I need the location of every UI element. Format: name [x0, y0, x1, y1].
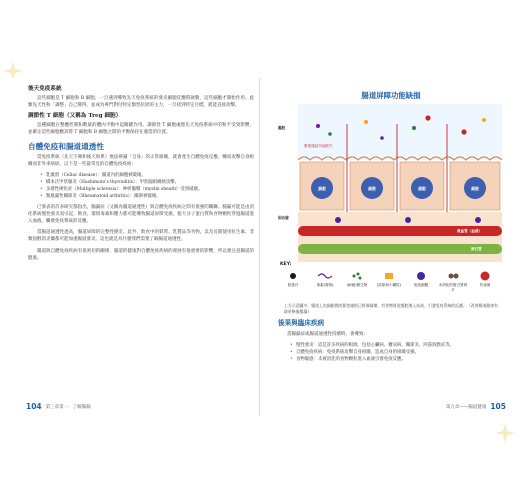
running-title: 第三章第一．了解腸漏	[45, 404, 91, 410]
immune-cell-icon	[406, 270, 436, 282]
left-page-body	[28, 86, 254, 266]
vessel-label: 微血管（血液）	[454, 228, 485, 235]
paragraph: 這種細胞在整體控制和數量的體內平衡中起關鍵作用。調節性 T 細胞處理先天免疫系統中的和平受到影響，並確定這些細胞應該將 T 細胞和 B 細胞之間的平衡保持在適當的位置。	[28, 122, 254, 135]
list-item: • 類風濕性關節炎（Rheumatoid arthritis）：關節被破壞。	[40, 193, 254, 200]
key-item: 未消化的蛋白質碎片	[438, 270, 468, 292]
right-page	[266, 78, 512, 416]
particle	[316, 124, 320, 128]
diagram-key	[278, 262, 504, 298]
particle	[412, 126, 416, 130]
particle	[425, 115, 430, 120]
paragraph: 已發表的許多研究都指出，腸漏症（又稱為腸道通透性）與自體免疫疾病之間有很強的關聯。腸漏可能是由消化系統慢性發炎而引起，飲食、環境毒素和壓力都可能導致腸道屏障受損，使大分子蛋白質和食物顆粒穿過腸道進入血液，觸發免疫系統的反應。	[28, 205, 254, 225]
running-title: 第九章——腸道健康	[445, 404, 487, 410]
key-item: (抗原和小顆粒)	[374, 270, 404, 288]
list-item: • 食物敏感：未被消化的食物顆粒進入血液引發免疫反應。	[290, 356, 504, 363]
paragraph: 當免疫系統（先天守衛和後天和系）無法辨識「自身」的正常組織，就會產生自體免疫反應，轉而攻擊自身組織而非外來病原。以下是一些最常見的自體免疫疾病：	[28, 154, 254, 167]
key-title: KEY:	[280, 262, 292, 267]
consequence-list	[290, 342, 504, 363]
disease-list	[40, 172, 254, 200]
particle	[461, 129, 466, 134]
right-footer	[446, 402, 506, 411]
leaky-gut-diagram	[278, 104, 504, 262]
particle	[328, 132, 332, 136]
paragraph: 當腸道通透性過高，腸道屏障的完整性變差。此外，飲食中的麩質、乳製品等食物，以及長期使用抗生素、非類固醇消炎藥都可能加重腸道發炎。這也就是為什麼我們需要了解腸道通透性。	[28, 230, 254, 243]
tissue-area	[298, 212, 502, 262]
key-item: 免疫細胞	[406, 270, 436, 288]
list-item: • 橋本氏甲狀腺炎（Hashimoto's thyroiditis）：甲狀腺組織被攻擊。	[40, 179, 254, 186]
left-page	[10, 78, 256, 416]
protein-icon	[278, 270, 308, 282]
protein-fragment-icon	[438, 270, 468, 282]
microbe-icon	[342, 270, 372, 282]
cell-label: 細胞	[471, 186, 479, 191]
figure-caption: 上方示意圖中，腸道上皮細胞間的緊密連結已經被破壞，有害物質從腸腔進入血液，引發免疫系統的反應。（改善腸道健康有助於修復腸漏）	[284, 303, 498, 314]
paragraph: 腸道與自體免疫疾病有很密切的關係，腸道的健康對自體免疫疾病的發展有很重要的影響，所以要注意腸道的健康。	[28, 248, 254, 261]
key-item: 原蛋白	[278, 270, 308, 288]
lumen-area	[298, 104, 502, 160]
paragraph: 這些細胞是 T 細胞和 B 細胞，一旦遇到導致先天免疫系統的發炎細胞反應時啟動，這些細胞才開始作用。此類先天性和「調整」自己變得，並成為專門對付特定類型抗原的主力，一旦找到特定目標，就能直接攻擊。	[28, 95, 254, 108]
section-heading: 調節性 T 細胞（又稱為 Treg 細胞）	[28, 112, 122, 119]
immune-cell	[405, 217, 411, 223]
tissue-label: 固有層	[278, 216, 289, 220]
left-footer	[26, 402, 91, 411]
diagram-drawing	[278, 104, 504, 262]
sparkle-decoration-icon	[494, 422, 516, 444]
cell-label: 細胞	[368, 186, 376, 191]
list-item: • 乳糜瀉（Celiac disease）：腸道內的細胞被破壞。	[40, 172, 254, 179]
key-item: (病菌)微生物	[342, 270, 372, 288]
particle	[364, 120, 368, 124]
lymph-label: 淋巴管	[468, 246, 485, 253]
particle	[380, 136, 384, 140]
gap-label: 緊密連結功能缺失	[304, 144, 333, 148]
page-number: 105	[490, 402, 506, 411]
cell-label: 細胞	[418, 186, 426, 191]
cell-label: 細胞	[318, 186, 326, 191]
page-number: 104	[26, 402, 42, 411]
lumen-label: 腸腔	[278, 126, 286, 130]
section-heading: 後天免疫系統	[28, 86, 62, 92]
immune-cell	[475, 217, 481, 223]
list-item: • 多發性硬化症（Multiple sclerosis）：神經髓鞘（myelin sheath）受到破壞。	[40, 186, 254, 193]
list-item: • 慢性發炎：這是許多疾病的根源，包括心臟病、糖尿病、關節炎、阿茲海默症等。	[290, 342, 504, 349]
key-item: 有害菌	[470, 270, 500, 288]
chapter-heading: 自體免疫和腸道通透性	[28, 141, 104, 151]
immune-cell	[335, 217, 341, 223]
paragraph: 當腸漏症或腸道通透性持續時，會導致：	[287, 332, 368, 338]
book-spine	[259, 78, 260, 416]
toxin-icon	[310, 270, 340, 282]
section-heading: 後果與臨床疾病	[278, 319, 325, 328]
list-item: • 自體免疫疾病：免疫系統攻擊自身組織，造成自身的組織受損。	[290, 349, 504, 356]
harmful-bacteria-icon	[470, 270, 500, 282]
antigen-icon	[374, 270, 404, 282]
key-item: 毒素(毒物)	[310, 270, 340, 288]
figure-title: 腸道屏障功能缺損	[361, 91, 421, 100]
right-page-body	[278, 88, 504, 367]
particle	[482, 118, 486, 122]
